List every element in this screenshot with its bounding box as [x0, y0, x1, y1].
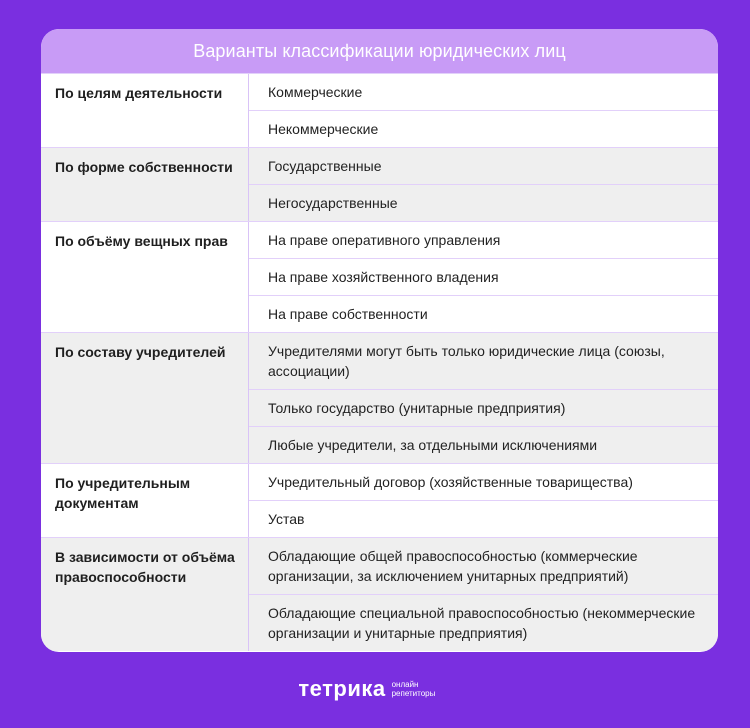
group-row	[41, 332, 718, 463]
group-options	[249, 222, 718, 332]
option-row: Только государство (унитарные предприятия)	[249, 389, 718, 426]
table-title: Варианты классификации юридических лиц	[41, 29, 718, 73]
group-row	[41, 73, 718, 147]
group-options	[249, 538, 718, 651]
group-options	[249, 333, 718, 463]
option-row: Коммерческие	[268, 84, 363, 100]
group-label: По объёму вещных прав	[41, 222, 249, 332]
group-row	[41, 537, 718, 651]
brand-logo	[0, 676, 750, 702]
group-label: По форме собственности	[41, 148, 249, 221]
group-options	[249, 464, 718, 537]
option-row: Устав	[249, 500, 718, 537]
group-row	[41, 147, 718, 221]
option-row: Любые учредители, за отдельными исключениями	[249, 426, 718, 463]
group-options	[249, 74, 718, 147]
group-label: В зависимости от объёма правоспособности	[41, 538, 249, 651]
option-row: Негосударственные	[249, 184, 718, 221]
option-row: На праве оперативного управления	[268, 232, 501, 248]
option-row: Учредителями могут быть только юридические лица (союзы, ассоциации)	[268, 343, 665, 379]
group-row	[41, 463, 718, 537]
brand-tagline: онлайн репетиторы	[391, 680, 436, 698]
group-options	[249, 148, 718, 221]
group-row	[41, 221, 718, 332]
classification-table	[41, 29, 718, 652]
option-row: Учредительный договор (хозяйственные товарищества)	[268, 474, 633, 490]
option-row: Государственные	[268, 158, 382, 174]
brand-name: тетрика	[298, 676, 386, 701]
group-label: По целям деятельности	[41, 74, 249, 147]
option-row: На праве собственности	[249, 295, 718, 332]
group-label: По учредительным документам	[41, 464, 249, 537]
group-label: По составу учредителей	[41, 333, 249, 463]
option-row: Обладающие общей правоспособностью (коммерческие организации, за исключением унитарных предприятий)	[268, 548, 638, 584]
option-row: На праве хозяйственного владения	[249, 258, 718, 295]
option-row: Некоммерческие	[249, 110, 718, 147]
option-row: Обладающие специальной правоспособностью (некоммерческие организации и унитарные предприятия)	[249, 594, 718, 651]
